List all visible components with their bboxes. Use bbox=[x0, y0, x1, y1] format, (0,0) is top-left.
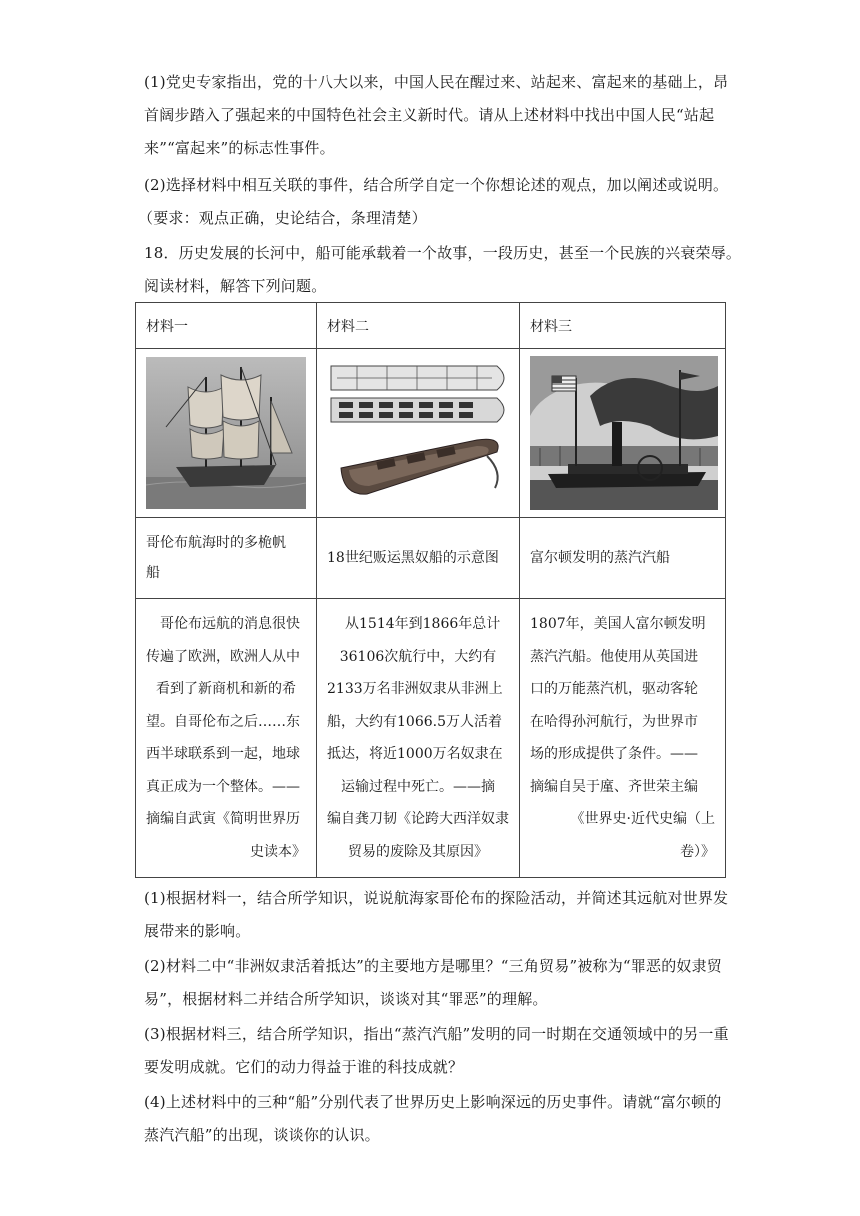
text-line: 在哈得孙河航行，为世界市 bbox=[530, 713, 698, 730]
q18-sub4 bbox=[144, 1086, 734, 1152]
text-material-1 bbox=[136, 599, 317, 878]
text-line: （要求：观点正确，史论结合，条理清楚） bbox=[138, 209, 427, 227]
q17-sub2 bbox=[138, 169, 734, 235]
text-line: 史读本》 bbox=[250, 843, 306, 860]
text-line: 36106次航行中，大约有 bbox=[339, 648, 497, 665]
text-line: 看到了新商机和新的希 bbox=[156, 681, 296, 697]
text-line: (4)上述材料中的三种“船”分别代表了世界历史上影响深远的历史事件。请就“富尔顿的 bbox=[144, 1093, 722, 1111]
text-line: 18．历史发展的长河中，船可能承载着一个故事，一段历史，甚至一个民族的兴衰荣辱。 bbox=[144, 244, 742, 262]
q18-sub1 bbox=[144, 882, 734, 948]
text-line: 从1514年到1866年总计 bbox=[345, 616, 501, 632]
text-line: 展带来的影响。 bbox=[144, 922, 251, 940]
text-line: 摘编自武寅《简明世界历 bbox=[146, 811, 300, 827]
text-line: 口的万能蒸汽机，驱动客轮 bbox=[530, 681, 698, 697]
text-line: (3)根据材料三，结合所学知识，指出“蒸汽汽船”发明的同一时期在交通领域中的另一重 bbox=[144, 1025, 729, 1043]
slave-ship-diagram-image bbox=[327, 356, 513, 510]
table-text-row bbox=[136, 599, 726, 878]
text-material-3 bbox=[520, 599, 726, 878]
text-line: 要发明成就。它们的动力得益于谁的科技成就？ bbox=[144, 1058, 464, 1076]
text-line: 卷）》 bbox=[680, 843, 715, 860]
materials-table bbox=[135, 302, 726, 878]
text-line: 编自龚刀韧《论跨大西洋奴隶 bbox=[327, 811, 509, 827]
text-line: 来”“富起来”的标志性事件。 bbox=[144, 139, 335, 157]
caption-material-3 bbox=[520, 518, 726, 599]
caption-line: 富尔顿发明的蒸汽汽船 bbox=[530, 550, 670, 566]
header-material-1: 材料一 bbox=[136, 303, 317, 349]
table-image-row bbox=[136, 349, 726, 518]
text-line: 《世界史·近代史编（上 bbox=[570, 811, 715, 827]
caption-material-2 bbox=[317, 518, 520, 599]
text-line: 贸易的废除及其原因》 bbox=[348, 843, 488, 860]
caption-line: 船 bbox=[146, 565, 160, 581]
text-line: 望。自哥伦布之后……东 bbox=[146, 713, 300, 730]
text-line: (1)根据材料一，结合所学知识，说说航海家哥伦布的探险活动，并简述其远航对世界发 bbox=[144, 889, 729, 907]
header-material-2: 材料二 bbox=[317, 303, 520, 349]
sailing-ship-image bbox=[146, 357, 306, 509]
steamboat-image-cell bbox=[520, 349, 726, 518]
text-line: 真正成为一个整体。—— bbox=[146, 778, 300, 795]
header-material-3: 材料三 bbox=[520, 303, 726, 349]
slave-ship-diagram-cell bbox=[317, 349, 520, 518]
q18-sub2 bbox=[144, 950, 734, 1016]
text-line: 运输过程中死亡。——摘 bbox=[341, 778, 495, 795]
text-line: 蒸汽汽船。他使用从英国进 bbox=[530, 648, 698, 665]
steamboat-image bbox=[530, 356, 718, 510]
text-line: 船，大约有1066.5万人活着 bbox=[327, 713, 502, 730]
q18-intro bbox=[144, 237, 742, 303]
text-line: 2133万名非洲奴隶从非洲上 bbox=[327, 681, 503, 697]
text-line: (1)党史专家指出，党的十八大以来，中国人民在醒过来、站起来、富起来的基础上，昂 bbox=[144, 73, 729, 91]
q18-sub3 bbox=[144, 1018, 734, 1084]
table-header-row bbox=[136, 303, 726, 349]
text-line: 蒸汽汽船”的出现，谈谈你的认识。 bbox=[144, 1126, 380, 1144]
text-line: 阅读材料，解答下列问题。 bbox=[144, 277, 327, 295]
text-line: (2)材料二中“非洲奴隶活着抵达”的主要地方是哪里？“三角贸易”被称为“罪恶的奴隶贸 bbox=[144, 957, 722, 975]
text-line: 西半球联系到一起，地球 bbox=[146, 746, 300, 762]
table-caption-row bbox=[136, 518, 726, 599]
text-line: 场的形成提供了条件。—— bbox=[530, 746, 698, 762]
caption-line: 18世纪贩运黑奴船的示意图 bbox=[327, 550, 499, 566]
text-line: 易”，根据材料二并结合所学知识，谈谈对其“罪恶”的理解。 bbox=[144, 990, 548, 1008]
text-line: 1807年，美国人富尔顿发明 bbox=[530, 616, 706, 632]
q17-sub1 bbox=[144, 66, 734, 165]
text-material-2 bbox=[317, 599, 520, 878]
text-line: 摘编自吴于廑、齐世荣主编 bbox=[530, 778, 698, 795]
text-line: (2)选择材料中相互关联的事件，结合所学自定一个你想论述的观点，加以阐述或说明。 bbox=[144, 176, 729, 194]
sailing-ship-image-cell bbox=[136, 349, 317, 518]
text-line: 抵达，将近1000万名奴隶在 bbox=[327, 746, 503, 762]
text-line: 首阔步踏入了强起来的中国特色社会主义新时代。请从上述材料中找出中国人民“站起 bbox=[144, 106, 715, 124]
caption-material-1 bbox=[136, 518, 317, 599]
text-line: 传遍了欧洲，欧洲人从中 bbox=[146, 648, 300, 665]
text-line: 哥伦布远航的消息很快 bbox=[160, 616, 300, 632]
caption-line: 哥伦布航海时的多桅帆 bbox=[146, 535, 286, 551]
